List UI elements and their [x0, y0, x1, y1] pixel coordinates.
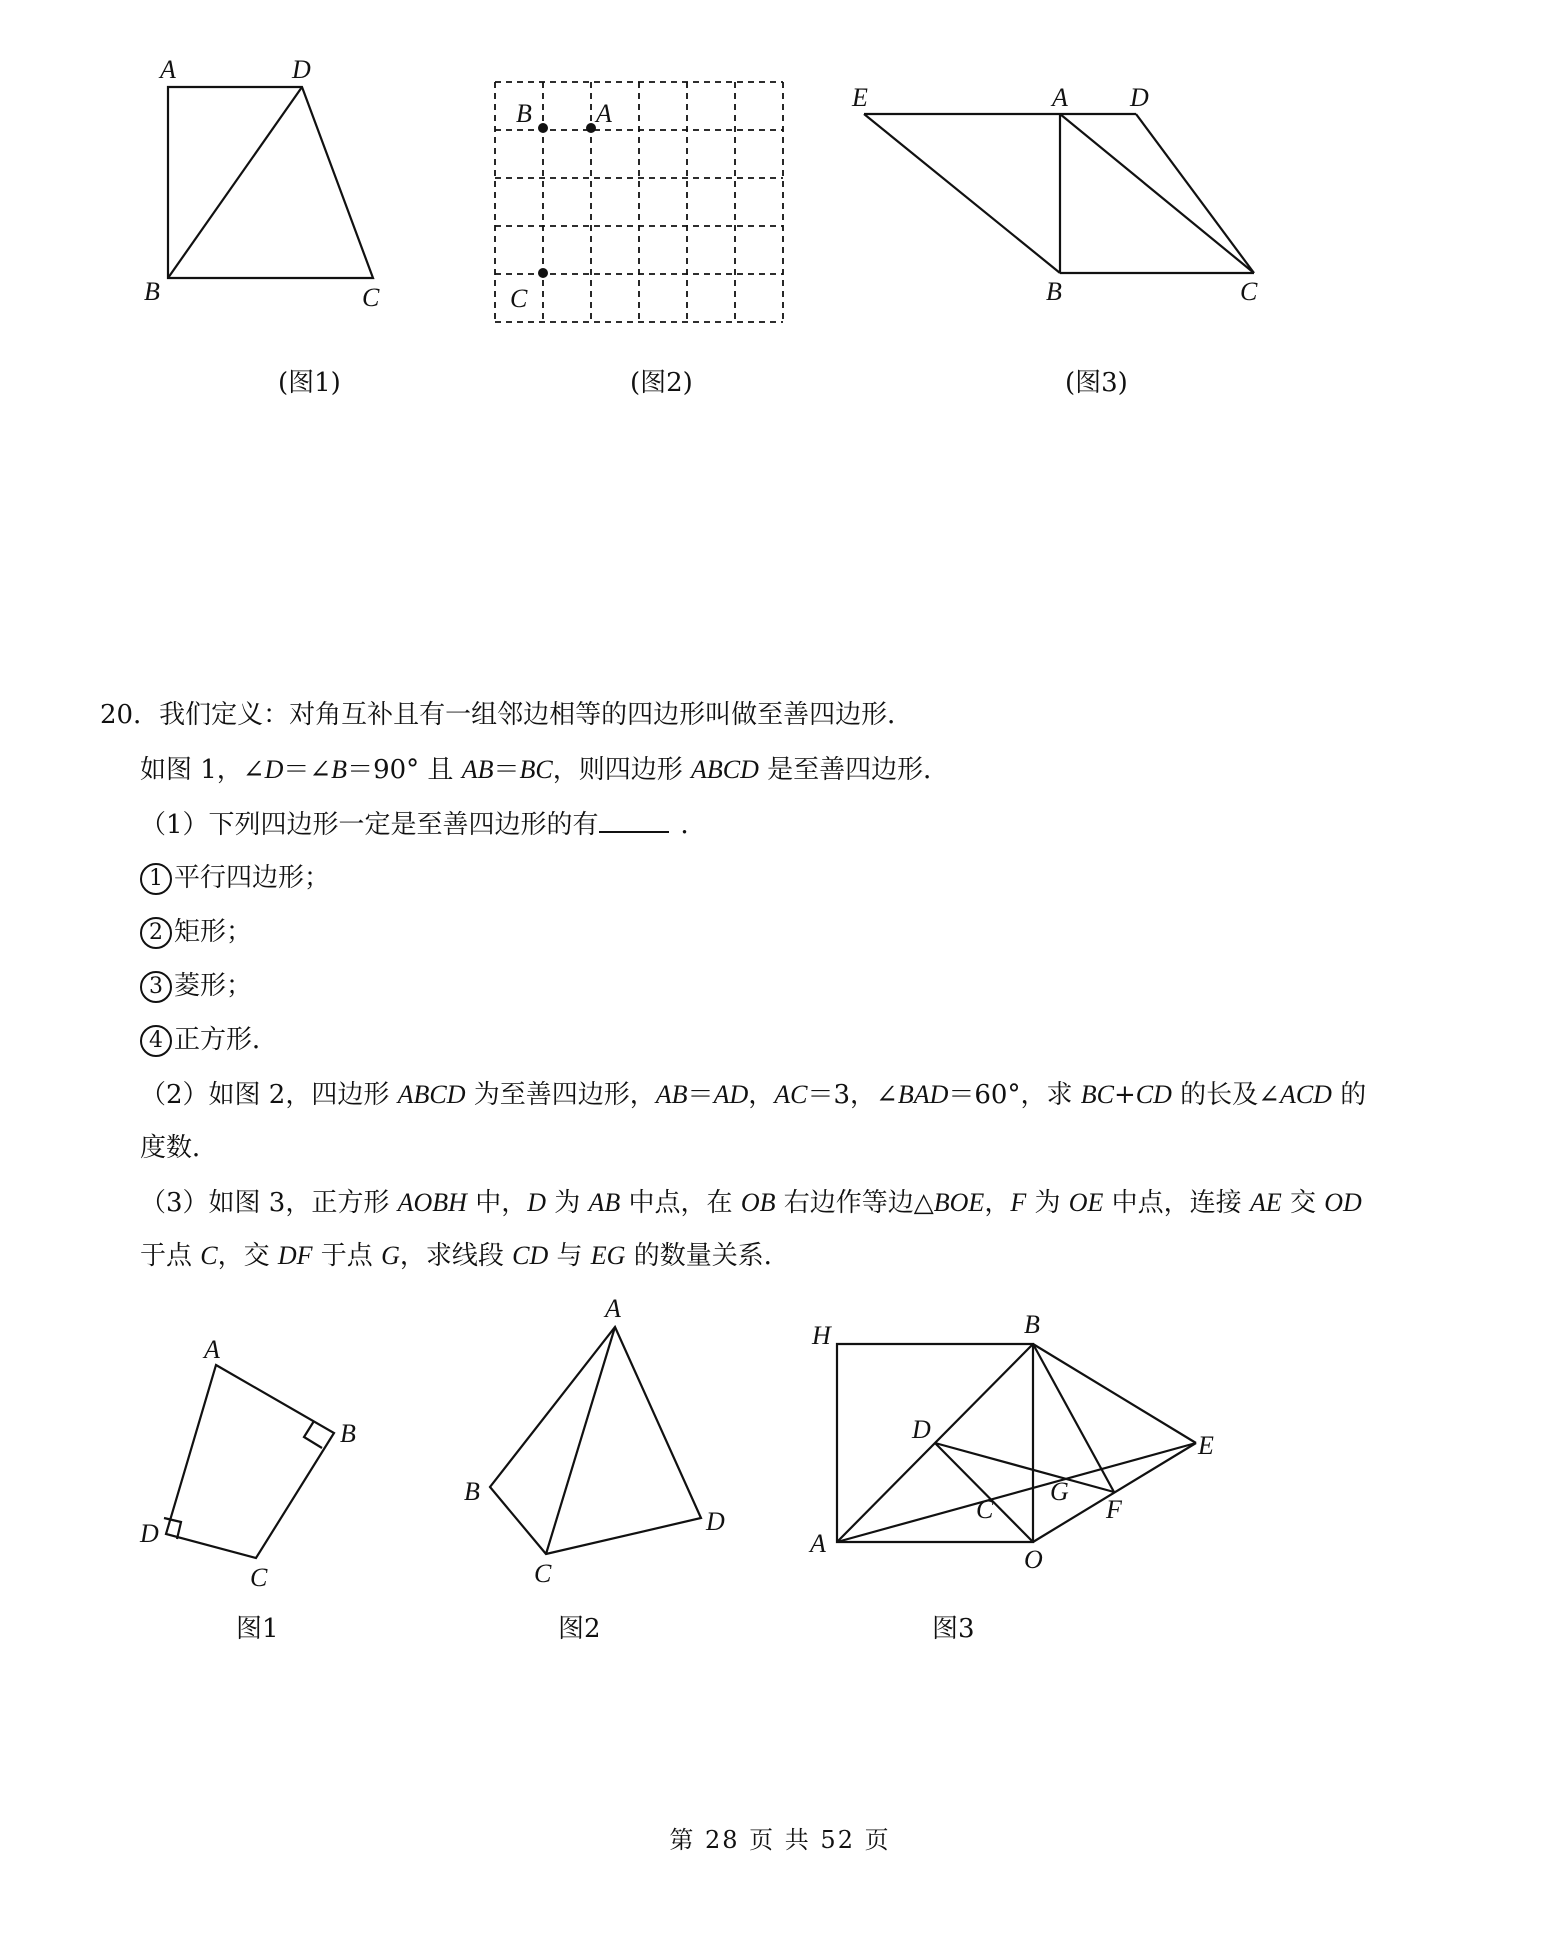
label-C: C [362, 283, 380, 312]
option-number-4: 4 [140, 1025, 172, 1057]
label-C: C [534, 1559, 552, 1588]
top-figure-3 [840, 80, 1280, 310]
label-B: B [1024, 1310, 1040, 1339]
label-A: A [1052, 83, 1068, 112]
label-A: A [810, 1529, 826, 1558]
bottom-figure-1 [130, 1330, 370, 1590]
question-line-example: 如图 1，∠D＝∠B＝90° 且 AB＝BC，则四边形 ABCD 是至善四边形． [140, 755, 950, 785]
label-C: C [1240, 277, 1258, 306]
part-3-line-1: （3）如图 3，正方形 AOBH 中，D 为 AB 中点，在 OB 右边作等边△BOE，F 为 OE 中点，连接 AE 交 OD [140, 1188, 1362, 1218]
bottom-figure-1-caption: 图1 [236, 1614, 279, 1644]
question-line-definition [100, 695, 913, 735]
definition-text: 我们定义：对角互补且有一组邻边相等的四边形叫做至善四边形． [159, 700, 914, 730]
option-number-1: 1 [140, 863, 172, 895]
label-B: B [1046, 277, 1062, 306]
part-3-line-2: 于点 C，交 DF 于点 G，求线段 CD 与 EG 的数量关系． [140, 1241, 790, 1271]
label-D: D [1130, 83, 1149, 112]
bottom-figure-2 [450, 1290, 750, 1590]
top-figure-2 [490, 80, 790, 340]
label-C: C [510, 284, 528, 313]
top-figure-1-caption: (图1) [278, 368, 341, 398]
label-B: B [464, 1477, 480, 1506]
part-2-line-1: （2）如图 2，四边形 ABCD 为至善四边形，AB＝AD，AC＝3，∠BAD＝60°，求 BC+CD 的长及∠ACD 的 [140, 1080, 1367, 1110]
top-figure-3-caption: (图3) [1065, 368, 1128, 398]
top-figure-1 [130, 50, 390, 310]
label-D: D [140, 1519, 159, 1548]
label-A: A [596, 99, 612, 128]
label-G: G [1050, 1477, 1069, 1506]
question-number: 20． [100, 700, 160, 730]
page-footer: 第 28 页 共 52 页 [669, 1826, 891, 1854]
bottom-figure-2-caption: 图2 [558, 1614, 601, 1644]
bottom-figure-3-caption: 图3 [932, 1614, 975, 1644]
bottom-figure-3 [800, 1300, 1240, 1590]
label-A: A [605, 1294, 621, 1323]
label-H: H [812, 1321, 831, 1350]
part-2-line-2: 度数． [140, 1133, 219, 1163]
top-figure-2-caption: (图2) [630, 368, 693, 398]
option-1: 1 平行四边形； [140, 858, 330, 898]
label-E: E [1198, 1431, 1214, 1460]
option-3: 3 菱形； [140, 966, 252, 1006]
option-2: 2 矩形； [140, 912, 252, 952]
label-O: O [1024, 1545, 1043, 1574]
label-C: C [250, 1563, 268, 1592]
label-D: D [912, 1415, 931, 1444]
label-B: B [340, 1419, 356, 1448]
label-C: C [976, 1495, 994, 1524]
answer-blank [599, 805, 669, 833]
option-number-2: 2 [140, 917, 172, 949]
label-F: F [1106, 1495, 1122, 1524]
label-D: D [292, 55, 311, 84]
option-number-3: 3 [140, 971, 172, 1003]
label-B: B [144, 277, 160, 306]
label-A: A [160, 55, 176, 84]
label-B: B [516, 99, 532, 128]
option-4: 4 正方形． [140, 1020, 278, 1060]
part-1-prompt: （1）下列四边形一定是至善四边形的有 ． [140, 805, 707, 845]
label-A: A [204, 1335, 220, 1364]
label-E: E [852, 83, 868, 112]
label-D: D [706, 1507, 725, 1536]
